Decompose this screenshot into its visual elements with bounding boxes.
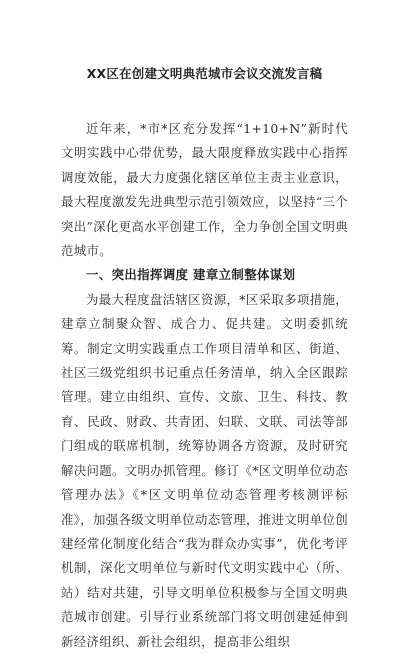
section-heading: 一、突出指挥调度 建章立制整体谋划 [86,267,296,283]
intro-paragraph: 近年来，*市*区充分发挥“1+10+N”新时代文明实践中心带优势，最大限度释放实践中心指挥调度效能，最大力度强化辖区单位主责主业意识，最大程度激发先进典型示范引领效应，以坚持“三个突出”深化更高水平创建工作，全力争创全国文明典范城市。 [61,121,348,259]
document-title: XX区在创建文明典范城市会议交流发言稿 [86,66,323,81]
body-paragraph: 为最大程度盘活辖区资源，*区采取多项措施，建章立制聚众智、成合力、促共建。文明委抓统筹。制定文明实践重点工作项目清单和区、街道、社区三级党组织书记重点任务清单，纳入全区跟踪管理。建立由组织、宣传、文旅、卫生、科技、教育、民政、财政、共青团、妇联、文联、司法等部门组成的联席机制，统筹协调各方资源，及时研究解决问题。文明办抓管理。修订《*区文明单位动态管理办法》《*区文明单位动态管理考核测评标准》，加强各级文明单位动态管理，推进文明单位创建经常化制度化结合“我为群众办实事”，优化考评机制，深化文明单位与新时代文明实践中心（所、站）结对共建，引导文明单位积极参与全国文明典范城市创建。引导行业系统部门将文明创建延伸到新经济组织、新社会组织，提高非公组织 [61,291,348,649]
